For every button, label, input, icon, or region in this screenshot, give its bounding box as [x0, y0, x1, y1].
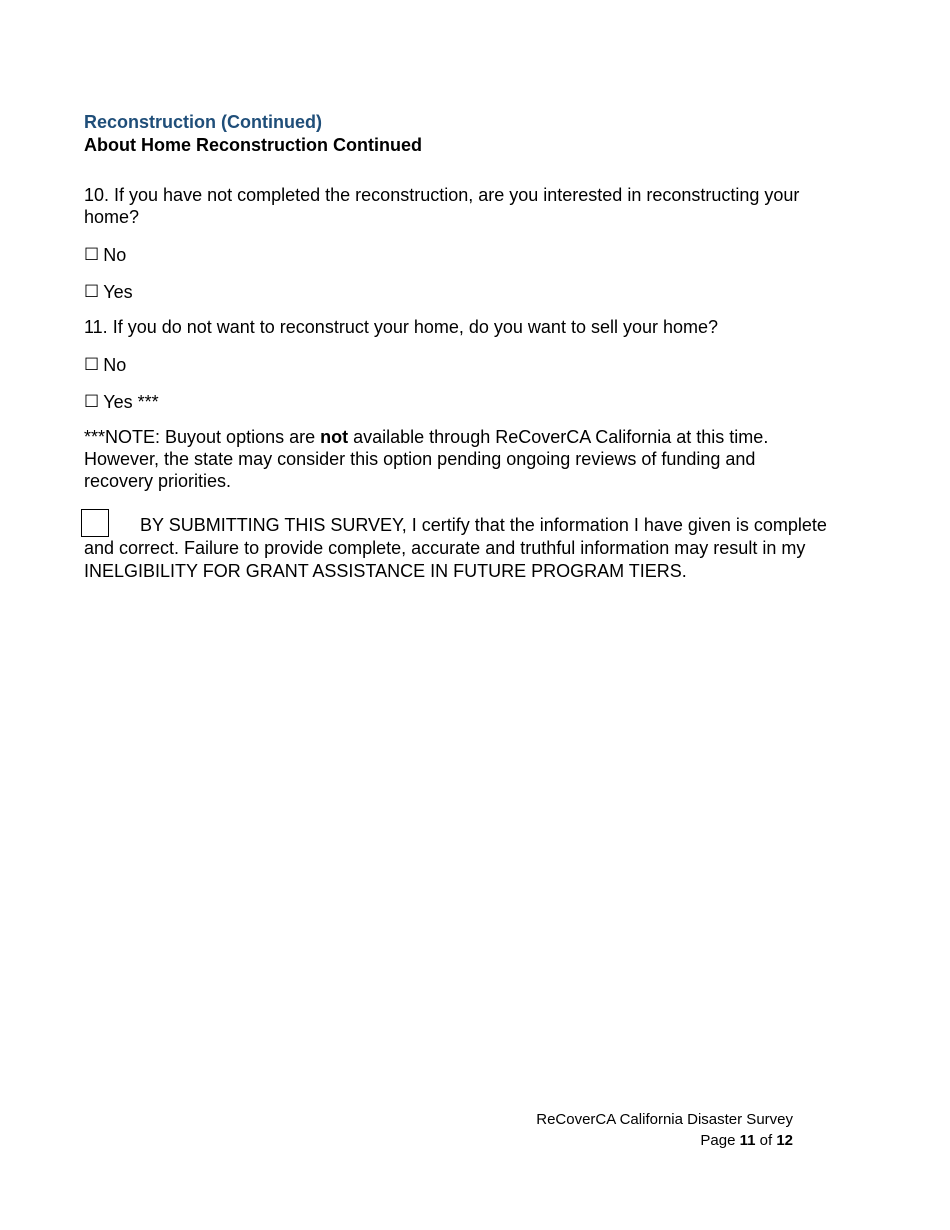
footer-page-of: of [759, 1132, 773, 1149]
checkbox-icon[interactable]: ☐ [84, 245, 100, 265]
checkbox-icon[interactable]: ☐ [84, 392, 100, 412]
subsection-title: About Home Reconstruction Continued [84, 135, 422, 155]
certification-text: BY SUBMITTING THIS SURVEY, I certify that the information I have given is complete and correct. Failure to provide complete, accurate and truthful information may result in my INELGIBILITY FOR GRANT ASSISTANCE IN FUTURE PROGRAM TIERS. [84, 515, 827, 581]
option-label: No [103, 355, 127, 375]
option-label: Yes *** [103, 392, 159, 412]
section-title: Reconstruction (Continued) [84, 112, 322, 132]
option-label: No [103, 245, 127, 265]
note-emphasis: not [320, 427, 349, 447]
question-10-text: 10. If you have not completed the reconstruction, are you interested in reconstructing your home? [84, 185, 800, 227]
page-footer [536, 1109, 793, 1151]
question-11-option-no[interactable] [84, 354, 126, 376]
note-suffix: available through ReCoverCA California at this time. However, the state may consider this option pending ongoing reviews of funding and recovery priorities. [84, 427, 769, 491]
certification-statement [84, 514, 829, 583]
footer-page-total: 12 [776, 1132, 793, 1149]
footer-page-number [536, 1130, 793, 1151]
checkbox-icon[interactable]: ☐ [84, 355, 100, 375]
buyout-note [84, 426, 824, 492]
checkbox-icon[interactable]: ☐ [84, 282, 100, 302]
footer-page-label: Page [700, 1132, 736, 1149]
note-prefix: ***NOTE: Buyout options are [84, 427, 321, 447]
question-11-text: 11. If you do not want to reconstruct your home, do you want to sell your home? [84, 317, 719, 337]
footer-page-current: 11 [739, 1132, 756, 1149]
question-11-option-yes[interactable] [84, 391, 159, 413]
question-10-option-yes[interactable] [84, 281, 133, 303]
option-label: Yes [103, 282, 133, 302]
footer-survey-name: ReCoverCA California Disaster Survey [536, 1111, 793, 1128]
question-10-option-no[interactable] [84, 244, 126, 266]
